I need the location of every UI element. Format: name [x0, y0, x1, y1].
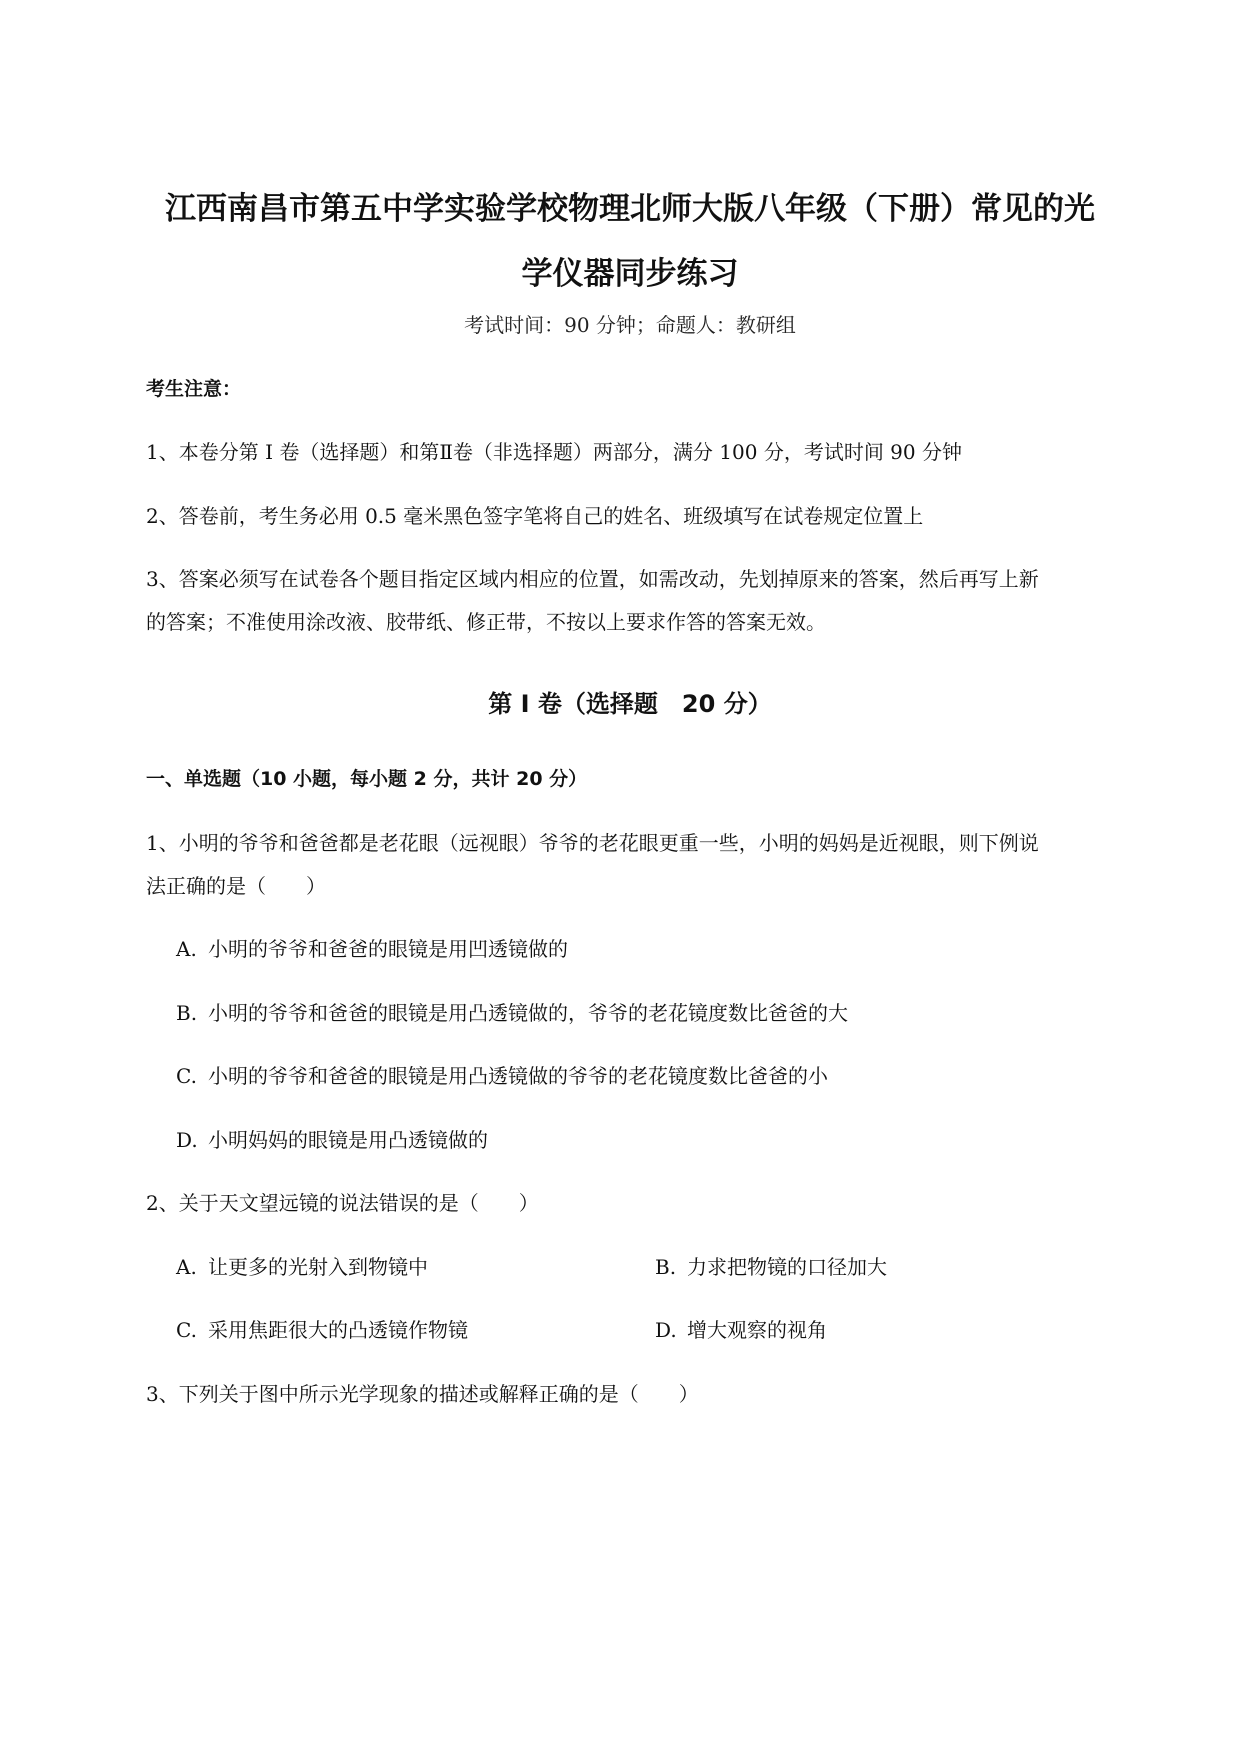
option-letter: A. — [176, 1255, 197, 1279]
option-text: 让更多的光射入到物镜中 — [208, 1255, 428, 1279]
exam-title-line-2: 学仪器同步练习 — [521, 256, 739, 292]
option-letter: B. — [655, 1255, 677, 1279]
option-letter: B. — [176, 1001, 198, 1025]
notice-item-3-cont: 的答案；不准使用涂改液、胶带纸、修正带，不按以上要求作答的答案无效。 — [146, 610, 826, 634]
question-3-stem: 3、下列关于图中所示光学现象的描述或解释正确的是（ ） — [146, 1382, 699, 1406]
part-heading: 一、单选题（10 小题，每小题 2 分，共计 20 分） — [146, 768, 588, 790]
option-letter: A. — [176, 937, 197, 961]
exam-meta: 考试时间：90 分钟；命题人：教研组 — [464, 313, 796, 337]
option-letter: C. — [176, 1318, 197, 1342]
option-letter: D. — [655, 1318, 677, 1342]
notice-heading: 考生注意： — [146, 378, 242, 400]
option-text: 增大观察的视角 — [687, 1318, 827, 1342]
question-2-option-b — [655, 1253, 887, 1281]
option-text: 采用焦距很大的凸透镜作物镜 — [208, 1318, 468, 1342]
option-text: 小明妈妈的眼镜是用凸透镜做的 — [208, 1128, 488, 1152]
exam-title-line-1: 江西南昌市第五中学实验学校物理北师大版八年级（下册）常见的光 — [165, 191, 1095, 227]
option-letter: D. — [176, 1128, 198, 1152]
question-1-option-b — [176, 999, 848, 1027]
option-text: 小明的爷爷和爸爸的眼镜是用凸透镜做的，爷爷的老花镜度数比爸爸的大 — [208, 1001, 848, 1025]
section-title: 第 I 卷（选择题 20 分） — [488, 690, 772, 718]
question-1-option-d — [176, 1126, 488, 1154]
question-2-stem: 2、关于天文望远镜的说法错误的是（ ） — [146, 1191, 539, 1215]
question-1-option-c — [176, 1062, 828, 1090]
notice-item-3: 3、答案必须写在试卷各个题目指定区域内相应的位置，如需改动，先划掉原来的答案，然后再写上新 — [146, 567, 1039, 591]
question-1-option-a — [176, 935, 568, 963]
option-text: 小明的爷爷和爸爸的眼镜是用凹透镜做的 — [208, 937, 568, 961]
notice-item-2: 2、答卷前，考生务必用 0.5 毫米黑色签字笔将自己的姓名、班级填写在试卷规定位置上 — [146, 504, 924, 528]
question-2-option-d — [655, 1316, 827, 1344]
question-1-stem-cont: 法正确的是（ ） — [146, 874, 326, 898]
question-2-option-a — [176, 1253, 428, 1281]
option-text: 力求把物镜的口径加大 — [687, 1255, 887, 1279]
option-letter: C. — [176, 1064, 197, 1088]
notice-item-1: 1、本卷分第 I 卷（选择题）和第Ⅱ卷（非选择题）两部分，满分 100 分，考试时间 90 分钟 — [146, 440, 962, 464]
question-1-stem: 1、小明的爷爷和爸爸都是老花眼（远视眼）爷爷的老花眼更重一些，小明的妈妈是近视眼，则下例说 — [146, 831, 1039, 855]
option-text: 小明的爷爷和爸爸的眼镜是用凸透镜做的爷爷的老花镜度数比爸爸的小 — [208, 1064, 828, 1088]
question-2-option-c — [176, 1316, 468, 1344]
